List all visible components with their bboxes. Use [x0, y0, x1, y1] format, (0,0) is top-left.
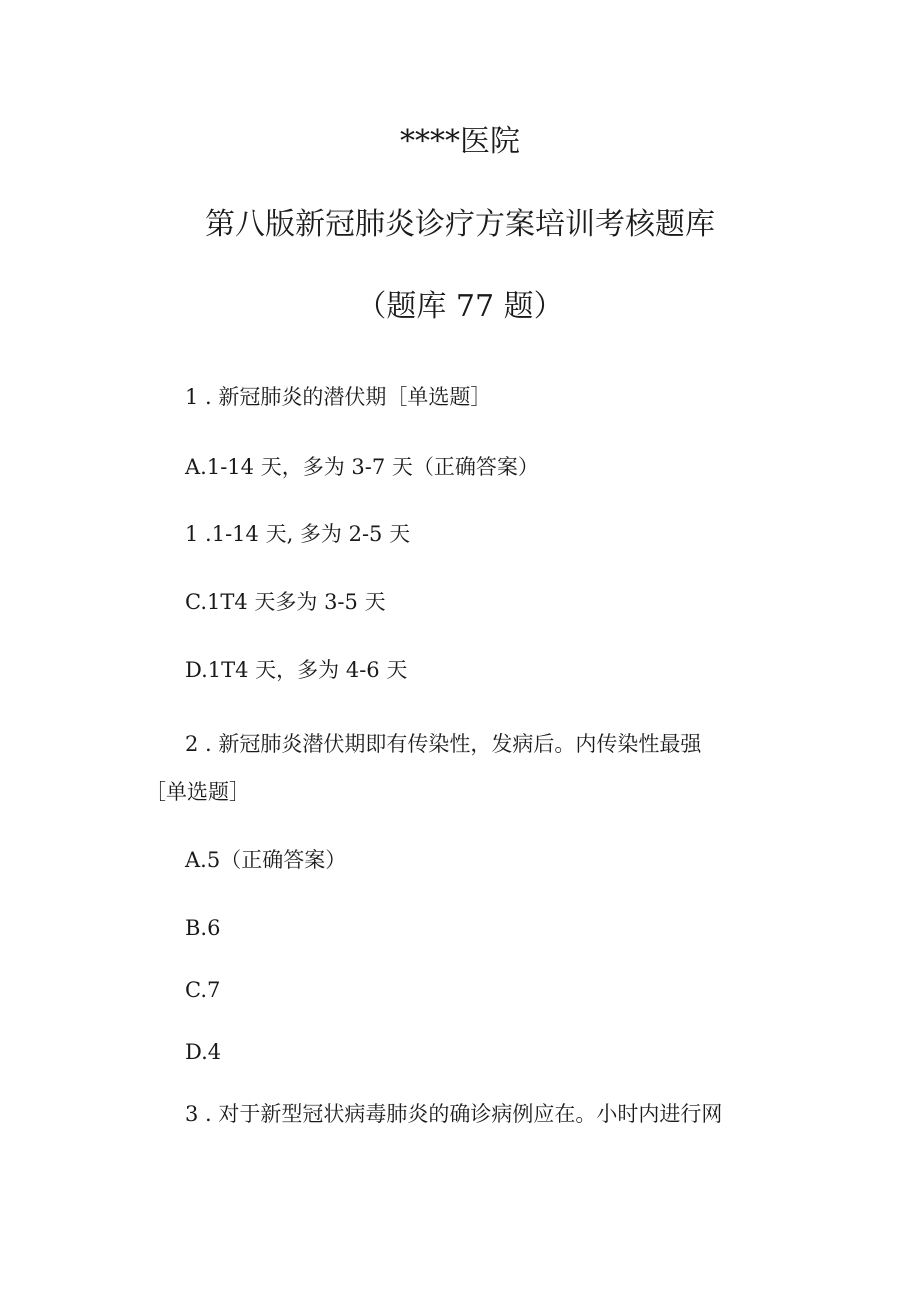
hospital-name: ****医院	[400, 124, 520, 159]
question-2-option-a: A.5（正确答案）	[185, 848, 347, 872]
document-subtitle: （题库 77 题）	[356, 289, 564, 324]
question-2-option-d: D.4	[185, 1040, 222, 1064]
question-2-option-c: C.7	[185, 978, 221, 1002]
question-1-option-b: 1 .1-14 天, 多为 2-5 天	[185, 522, 411, 546]
question-1-stem: 1 . 新冠肺炎的潜伏期［单选题］	[185, 385, 492, 409]
question-1-option-a: A.1-14 天，多为 3-7 天（正确答案）	[185, 455, 539, 479]
document-title: 第八版新冠肺炎诊疗方案培训考核题库	[205, 207, 715, 242]
question-1-option-c: C.1T4 天多为 3-5 天	[185, 590, 386, 614]
question-2-stem-continued: ［单选题］	[145, 780, 250, 804]
question-1-option-d: D.1T4 天，多为 4-6 天	[185, 658, 408, 682]
question-2-stem: 2 . 新冠肺炎潜伏期即有传染性，发病后。内传染性最强	[185, 732, 702, 756]
question-2-option-b: B.6	[185, 916, 221, 940]
question-3-stem: 3 . 对于新型冠状病毒肺炎的确诊病例应在。小时内进行网	[185, 1102, 723, 1126]
